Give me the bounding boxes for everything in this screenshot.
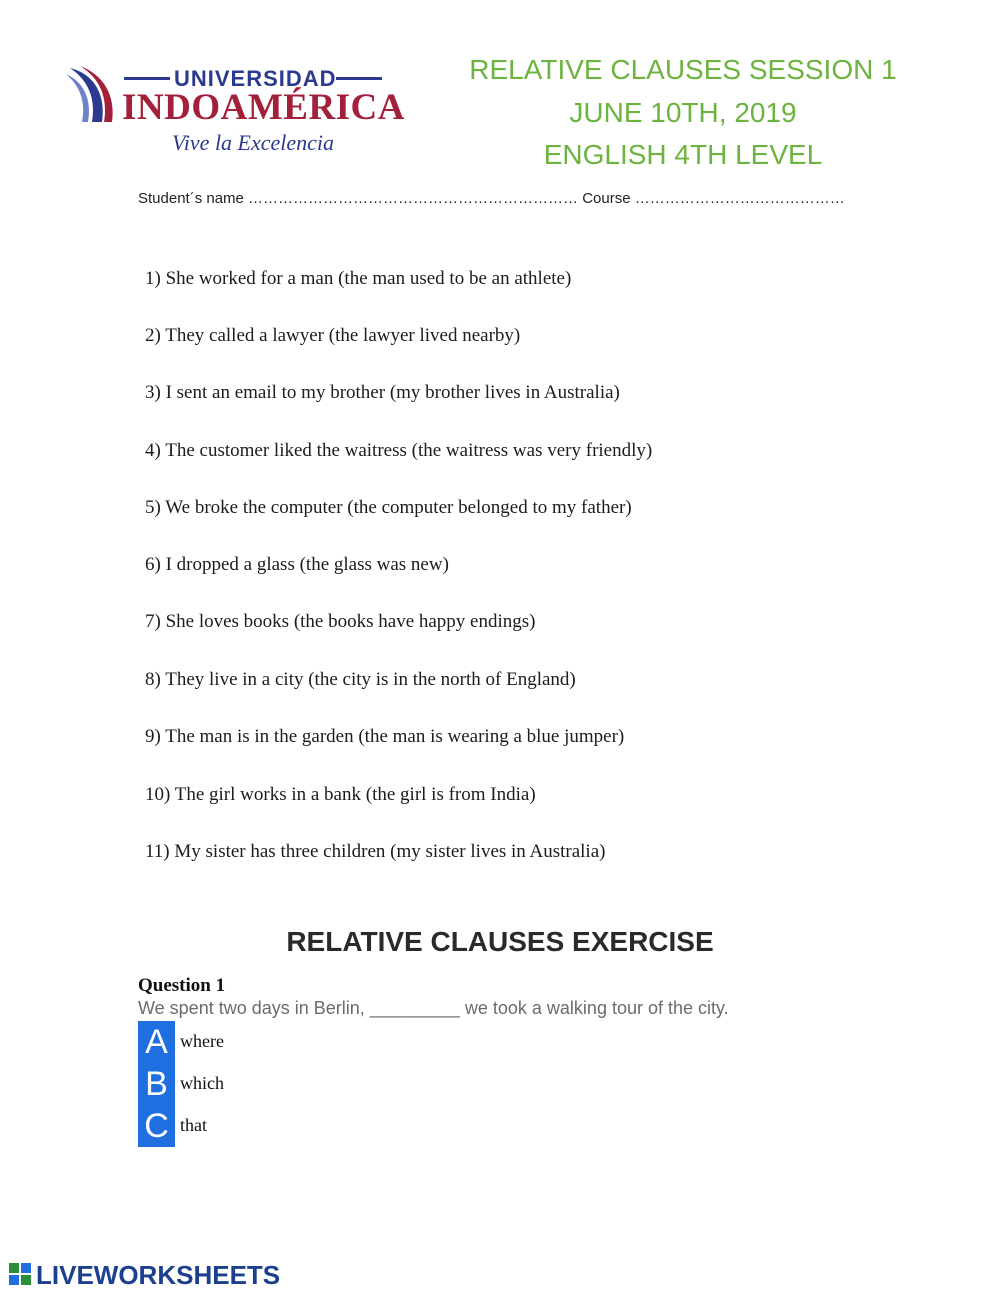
option-a-button[interactable]: A: [138, 1021, 175, 1063]
header-title: RELATIVE CLAUSES SESSION 1: [469, 54, 897, 85]
exercise-title: RELATIVE CLAUSES EXERCISE: [286, 926, 714, 957]
sail-logo-icon: [64, 64, 124, 124]
option-b-text[interactable]: which: [180, 1073, 224, 1093]
liveworksheets-logo-icon: [8, 1262, 32, 1286]
header-date: JUNE 10TH, 2019: [569, 97, 797, 128]
sentence-item: 4) The customer liked the waitress (the waitress was very friendly): [145, 440, 653, 461]
sentence-item: 9) The man is in the garden (the man is wearing a blue jumper): [145, 726, 625, 747]
option-b-button[interactable]: B: [138, 1063, 175, 1105]
sentence-item: 3) I sent an email to my brother (my brother lives in Australia): [145, 382, 620, 403]
question-text: We spent two days in Berlin, _________ we took a walking tour of the city.: [138, 998, 729, 1018]
option-c-button[interactable]: C: [138, 1105, 175, 1147]
sentence-item: 5) We broke the computer (the computer belonged to my father): [145, 497, 632, 518]
question-label: Question 1: [138, 975, 226, 996]
sentence-item: 8) They live in a city (the city is in the north of England): [145, 669, 576, 690]
liveworksheets-text: LIVEWORKSHEETS: [36, 1260, 281, 1290]
sentence-item: 10) The girl works in a bank (the girl is from India): [145, 784, 536, 805]
sentence-item: 6) I dropped a glass (the glass was new): [145, 554, 449, 575]
sentence-item: 7) She loves books (the books have happy endings): [145, 611, 536, 632]
logo-tagline: Vive la Excelencia: [172, 130, 335, 155]
header-level: ENGLISH 4TH LEVEL: [543, 139, 823, 170]
logo-line-left: [124, 77, 170, 80]
option-a-text[interactable]: where: [180, 1031, 224, 1051]
option-c-text[interactable]: that: [180, 1115, 207, 1135]
sentence-item: 1) She worked for a man (the man used to be an athlete): [145, 268, 572, 289]
sentence-item: 2) They called a lawyer (the lawyer lived nearby): [145, 325, 521, 346]
logo-line-right: [336, 77, 382, 80]
sentence-item: 11) My sister has three children (my sister lives in Australia): [145, 841, 606, 862]
student-name-course-line: Student´s name ………………………………………………………… Course ……………………………………: [138, 190, 845, 207]
logo-main-text: INDOAMÉRICA: [122, 87, 405, 128]
university-logo: [64, 58, 405, 168]
logo-top-text: UNIVERSIDAD: [174, 66, 337, 91]
